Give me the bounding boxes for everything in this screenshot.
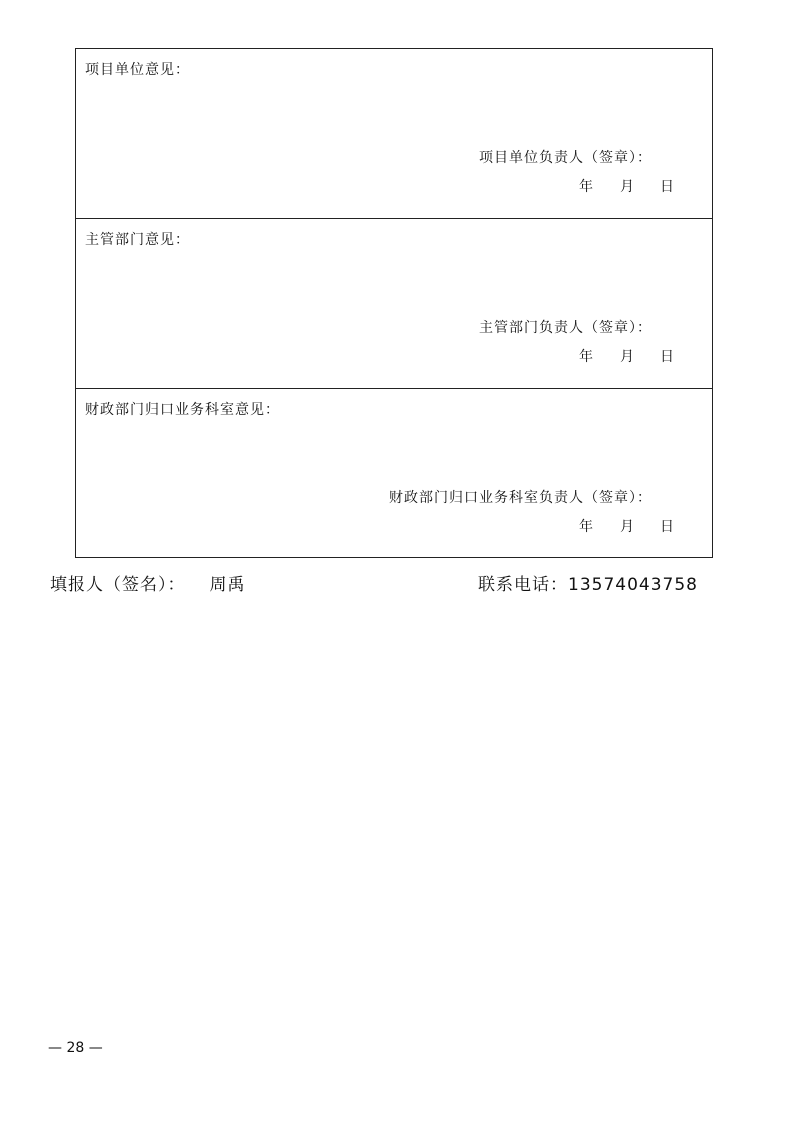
contact-phone: 13574043758 — [568, 575, 698, 595]
date-day-label: 日 — [660, 179, 674, 195]
finance-department-opinion-section — [76, 389, 712, 557]
approval-form-table — [75, 48, 713, 558]
supervisor-opinion-section — [76, 219, 712, 389]
signer-label: 主管部门负责人（签章）： — [479, 320, 652, 336]
date-year-label: 年 — [579, 179, 593, 195]
date-day-label: 日 — [660, 519, 674, 535]
date-day-label: 日 — [660, 349, 674, 365]
date-month-label: 月 — [620, 519, 634, 535]
section-label: 项目单位意见： — [85, 62, 190, 78]
signer-label: 财政部门归口业务科室负责人（签章）： — [389, 490, 652, 506]
project-unit-opinion-section — [76, 49, 712, 219]
date-year-label: 年 — [579, 349, 593, 365]
contact-phone-line — [478, 570, 698, 595]
contact-label: 联系电话： — [478, 575, 568, 595]
page-number: — 28 — — [48, 1040, 103, 1056]
date-month-label: 月 — [620, 179, 634, 195]
filler-name: 周禹 — [209, 575, 246, 595]
section-label: 财政部门归口业务科室意见： — [85, 402, 280, 418]
date-month-label: 月 — [620, 349, 634, 365]
signer-label: 项目单位负责人（签章）： — [479, 150, 652, 166]
filler-label: 填报人（签名）： — [50, 575, 186, 595]
filler-signature-line — [50, 570, 246, 595]
date-year-label: 年 — [579, 519, 593, 535]
section-label: 主管部门意见： — [85, 232, 190, 248]
